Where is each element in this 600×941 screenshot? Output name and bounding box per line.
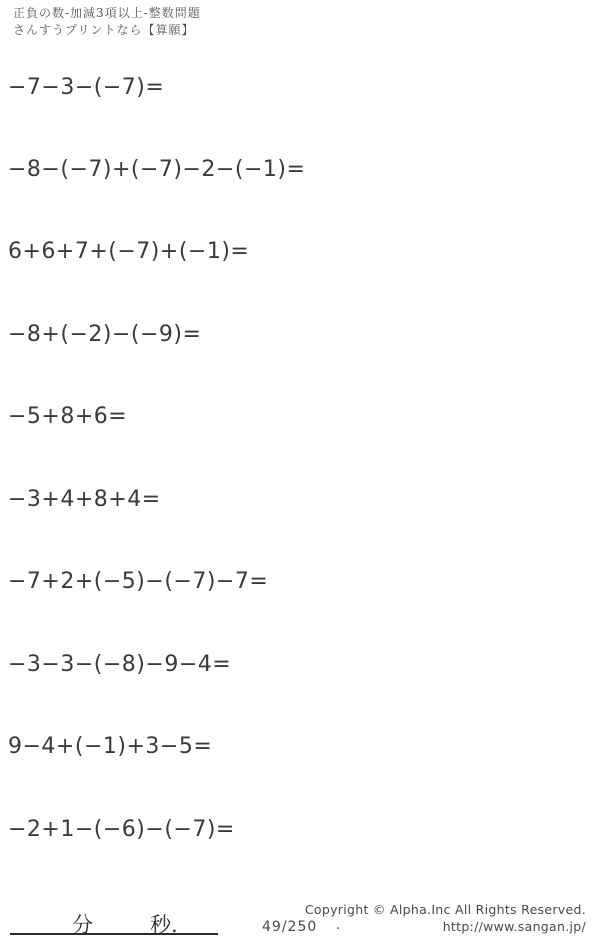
math-problem-2: −8−(−7)+(−7)−2−(−1)= — [8, 157, 306, 182]
worksheet-subtitle: さんすうプリントなら【算願】 — [13, 23, 195, 37]
math-problem-4: −8+(−2)−(−9)= — [8, 322, 202, 347]
page-indicator: 49/250 — [262, 919, 318, 935]
math-problem-3: 6+6+7+(−7)+(−1)= — [8, 239, 250, 264]
math-problem-1: −7−3−(−7)= — [8, 75, 165, 100]
copyright-text: Copyright © Alpha.Inc All Rights Reserved. — [304, 902, 586, 917]
math-problem-9: 9−4+(−1)+3−5= — [8, 734, 213, 759]
website-url: http://www.sangan.jp/ — [442, 919, 586, 934]
footer-credits — [305, 901, 586, 935]
worksheet-title: 正負の数-加減3項以上-整数問題 — [13, 6, 201, 20]
math-problem-6: −3+4+8+4= — [8, 487, 161, 512]
seconds-label: 秒. — [150, 913, 178, 937]
footer-dot: . — [336, 917, 341, 933]
math-problem-7: −7+2+(−5)−(−7)−7= — [8, 569, 269, 594]
math-problem-10: −2+1−(−6)−(−7)= — [8, 817, 235, 842]
minutes-label: 分 — [72, 913, 93, 937]
worksheet-header — [13, 5, 201, 39]
math-problem-8: −3−3−(−8)−9−4= — [8, 652, 232, 677]
time-entry-underline — [10, 911, 218, 935]
math-problem-5: −5+8+6= — [8, 404, 128, 429]
